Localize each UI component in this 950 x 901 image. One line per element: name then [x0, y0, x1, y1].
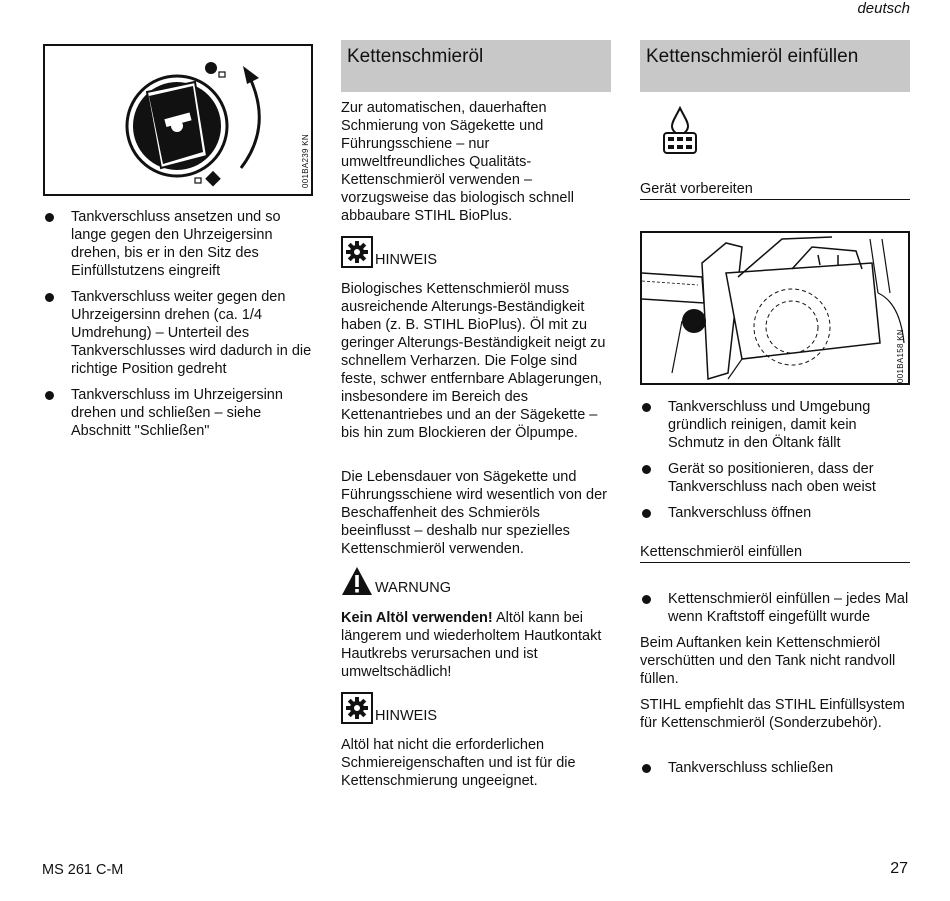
subheading-prepare: Gerät vorbereiten — [640, 180, 910, 200]
warning-triangle-icon — [341, 566, 373, 596]
notice-header-1 — [341, 236, 437, 268]
notice-paragraph: Altöl hat nicht die erforderlichen Schmiereigenschaften und ist für die Kettenschmierung ungeeignet. — [341, 737, 576, 789]
figure-code: 001BA239 KN — [301, 133, 310, 188]
notice-header-2 — [341, 692, 437, 724]
list-item: Tankverschluss und Umgebung gründlich reinigen, damit kein Schmutz in den Öltank fällt — [640, 398, 915, 452]
list-item: Kettenschmieröl einfüllen – jedes Mal wenn Kraftstoff eingefüllt wurde — [640, 590, 915, 626]
tank-cap-steps — [43, 208, 318, 440]
list-item: Gerät so positionieren, dass der Tankverschluss nach oben weist — [640, 460, 915, 496]
model-label: MS 261 C-M — [42, 862, 124, 878]
fill-steps — [640, 590, 915, 626]
close-steps — [640, 759, 915, 777]
list-item: Tankverschluss öffnen — [640, 504, 915, 522]
intro-paragraph: Zur automatischen, dauerhaften Schmierung von Sägekette und Führungsschiene – nur umweltfreundliches Qualitäts-Kettenschmieröl verwenden – vorzugsweise das biologisch schnell abbaubare STIHL BioPlus. — [341, 100, 574, 224]
warning-bold: Kein Altöl verwenden! — [341, 610, 493, 626]
prepare-steps — [640, 398, 915, 522]
warning-header — [341, 566, 451, 596]
chainsaw-figure — [640, 231, 910, 385]
list-item: Tankverschluss ansetzen und so lange gegen den Uhrzeigersinn drehen, bis er in den Sitz des Einfüllstutzens eingreift — [43, 208, 318, 280]
notice-label: HINWEIS — [375, 708, 438, 724]
gear-notice-icon — [341, 236, 373, 268]
list-item: Tankverschluss weiter gegen den Uhrzeigersinn drehen (ca. 1/4 Umdrehung) – Unterteil des Tankverschlusses wird dadurch in die richtige Position gedreht — [43, 288, 318, 378]
subheading-fill: Kettenschmieröl einfüllen — [640, 543, 910, 563]
oil-chain-symbol-icon — [661, 106, 699, 158]
page-number: 27 — [890, 860, 908, 877]
chainsaw-drawing — [642, 233, 908, 383]
notice-label: HINWEIS — [375, 252, 438, 268]
warning-paragraph — [341, 609, 611, 681]
list-item: Tankverschluss schließen — [640, 759, 915, 777]
section-heading-oil: Kettenschmieröl — [341, 40, 611, 92]
tank-cap-figure — [43, 44, 313, 196]
figure-code: 001BA158 KN — [896, 328, 905, 383]
language-label: deutsch — [857, 0, 910, 17]
section-heading-fill: Kettenschmieröl einfüllen — [640, 40, 910, 92]
notice-paragraph: Die Lebensdauer von Sägekette und Führungsschiene wird wesentlich von der Beschaffenheit des Schmieröls beeinflusst – deshalb nur spezielles Kettenschmieröl verwenden. — [341, 469, 607, 557]
gear-notice-icon — [341, 692, 373, 724]
notice-paragraph: Biologisches Kettenschmieröl muss ausreichende Alterungs-Beständigkeit haben (z. B. STIHL BioPlus). Öl mit zu geringer Alterungs-Beständigkeit neigt zu schnellem Verharzen. Die Folge sind feste, schwer entfernbare Ablagerungen, insbesondere im Bereich des Kettenantriebes und an der Sägekette – bis hin zum Blockieren der Ölpumpe. — [341, 281, 606, 441]
tank-cap-drawing — [45, 46, 311, 194]
fill-paragraph: Beim Auftanken kein Kettenschmieröl verschütten und den Tank nicht randvoll füllen. — [640, 635, 896, 687]
warning-text: Altöl kann bei längerem und wiederholtem Hautkontakt Hautkrebs verursachen und ist umweltschädlich! — [341, 610, 602, 680]
fill-paragraph: STIHL empfiehlt das STIHL Einfüllsystem für Kettenschmieröl (Sonderzubehör). — [640, 697, 905, 731]
list-item: Tankverschluss im Uhrzeigersinn drehen und schließen – siehe Abschnitt "Schließen" — [43, 386, 318, 440]
warning-label: WARNUNG — [375, 580, 451, 596]
